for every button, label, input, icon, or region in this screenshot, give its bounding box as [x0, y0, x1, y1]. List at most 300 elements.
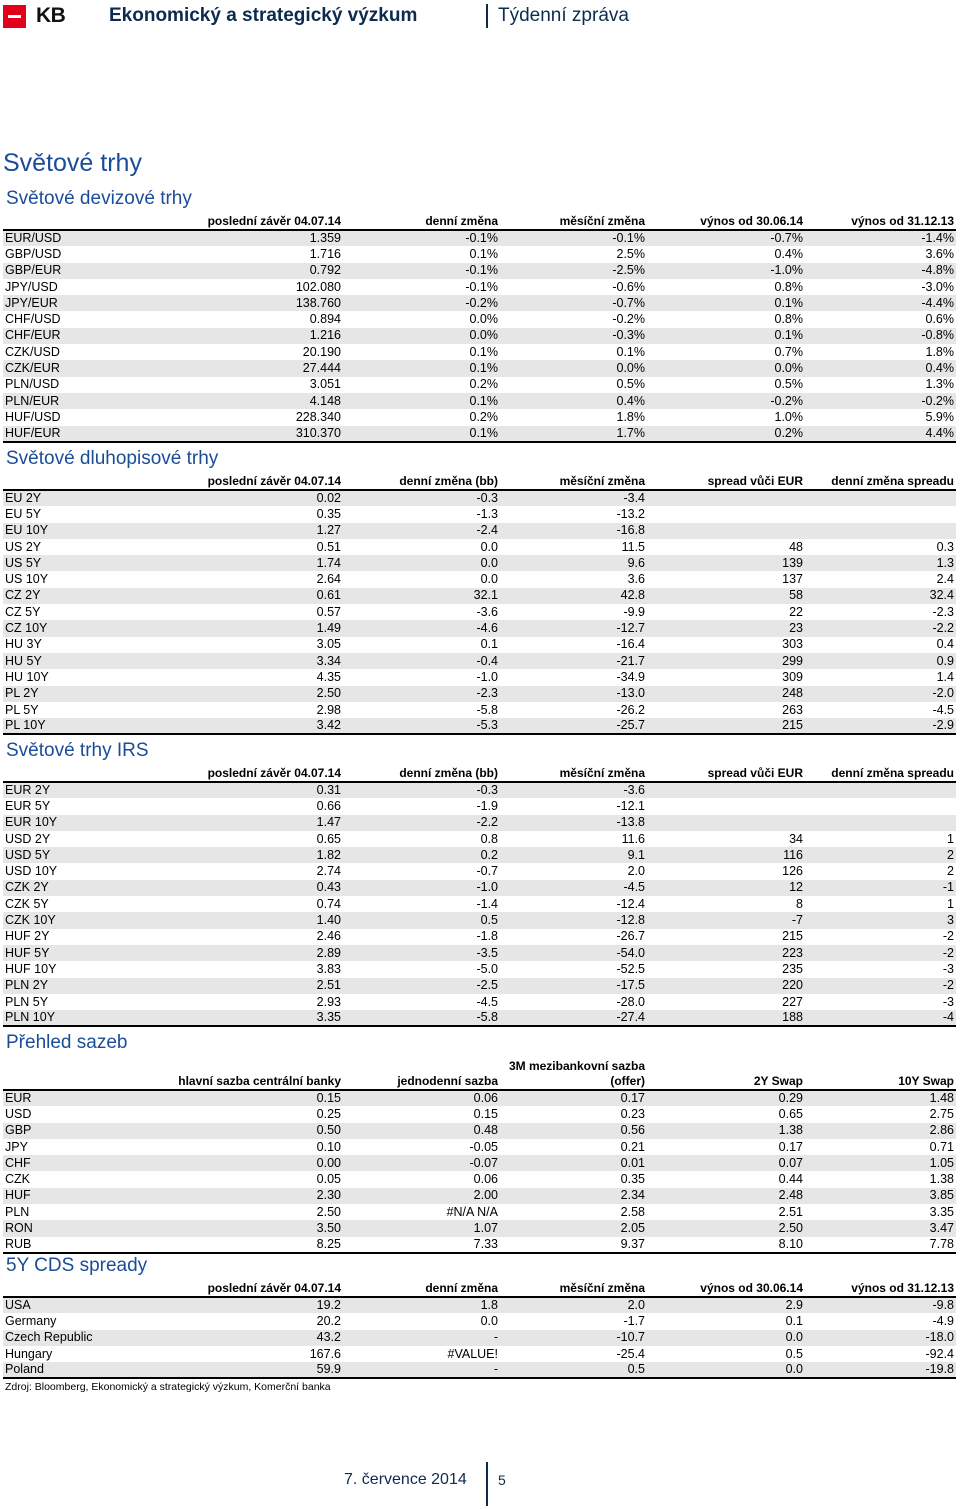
table-cell: 3.42	[153, 718, 343, 734]
table-cell: -3.0%	[805, 279, 956, 295]
row-label: PLN 10Y	[3, 1010, 153, 1026]
table-cell: -3.6	[343, 604, 500, 620]
row-label: CHF/USD	[3, 311, 153, 327]
table-row	[3, 1010, 956, 1026]
row-label: CHF/EUR	[3, 328, 153, 344]
table-cell: 0.35	[153, 506, 343, 522]
row-label: HU 5Y	[3, 653, 153, 669]
table-cell: -3	[805, 961, 956, 977]
table-cell: 0.1%	[647, 328, 805, 344]
table-cell: -13.8	[500, 815, 647, 831]
row-label: CZ 10Y	[3, 620, 153, 636]
row-label: HUF 10Y	[3, 961, 153, 977]
fx-section	[3, 188, 956, 443]
table-cell: 0.2%	[343, 409, 500, 425]
source-note: Zdroj: Bloomberg, Ekonomický a strategický výzkum, Komerční banka	[5, 1381, 331, 1393]
column-header: měsíční změna	[559, 766, 645, 780]
table-cell: 1.8%	[500, 409, 647, 425]
table-cell: 3.50	[153, 1220, 343, 1236]
table-cell: 2	[805, 863, 956, 879]
table-header-row	[3, 1056, 956, 1090]
table-cell: 0.1%	[343, 344, 500, 360]
table-cell: -0.3	[343, 782, 500, 798]
table-cell: 2.86	[805, 1123, 956, 1139]
table-cell: 7.33	[343, 1237, 500, 1253]
table-cell: 0.57	[153, 604, 343, 620]
table-cell: 2.50	[153, 1204, 343, 1220]
table-cell: 2.34	[500, 1188, 647, 1204]
table-cell: 2.50	[153, 686, 343, 702]
table-cell: 1.3	[805, 555, 956, 571]
table-cell: 0.1%	[343, 426, 500, 442]
table-row	[3, 929, 956, 945]
table-cell: -2.0	[805, 686, 956, 702]
row-label: CZ 2Y	[3, 588, 153, 604]
column-header: poslední závěr 04.07.14	[207, 214, 341, 228]
table-cell: 0.0%	[343, 311, 500, 327]
table-cell: 0.01	[500, 1155, 647, 1171]
column-header: výnos od 30.06.14	[700, 1281, 803, 1295]
table-cell: 0.66	[153, 798, 343, 814]
table-cell: 0.5%	[647, 377, 805, 393]
table-cell: 2.74	[153, 863, 343, 879]
table-cell: 2.9	[647, 1297, 805, 1313]
table-cell: 58	[647, 588, 805, 604]
table-cell: 0.2%	[343, 377, 500, 393]
row-label: HU 10Y	[3, 669, 153, 685]
row-label: PL 5Y	[3, 702, 153, 718]
kb-logo	[3, 4, 83, 28]
row-label: JPY	[3, 1139, 153, 1155]
table-cell: 0.23	[500, 1106, 647, 1122]
table-row	[3, 1188, 956, 1204]
table-row	[3, 588, 956, 604]
table-cell: 0.0%	[647, 360, 805, 376]
table-cell: 9.37	[500, 1237, 647, 1253]
table-cell: 2.89	[153, 945, 343, 961]
table-cell: 0.29	[647, 1090, 805, 1106]
row-label: EUR 10Y	[3, 815, 153, 831]
table-row	[3, 311, 956, 327]
table-cell: 248	[647, 686, 805, 702]
table-row	[3, 377, 956, 393]
table-cell: -0.2%	[343, 295, 500, 311]
table-cell: 9.6	[500, 555, 647, 571]
table-cell: -1	[805, 880, 956, 896]
table-row	[3, 246, 956, 262]
row-label: HUF/EUR	[3, 426, 153, 442]
table-cell: 9.1	[500, 847, 647, 863]
table-cell: -4	[805, 1010, 956, 1026]
row-label: PL 2Y	[3, 686, 153, 702]
table-cell: -0.7%	[500, 295, 647, 311]
table-cell: 20.2	[153, 1313, 343, 1329]
table-cell: 1.3%	[805, 377, 956, 393]
table-cell: 0.4%	[500, 393, 647, 409]
row-label: PLN 5Y	[3, 994, 153, 1010]
table-cell: 1.0%	[647, 409, 805, 425]
table-cell: 32.4	[805, 588, 956, 604]
table-cell: 310.370	[153, 426, 343, 442]
table-cell: -0.6%	[500, 279, 647, 295]
table-cell: 12	[647, 880, 805, 896]
table-cell: 0.51	[153, 539, 343, 555]
row-label: JPY/EUR	[3, 295, 153, 311]
row-label: CZK	[3, 1171, 153, 1187]
table-cell: -4.5	[343, 994, 500, 1010]
row-label: USD 2Y	[3, 831, 153, 847]
table-row	[3, 393, 956, 409]
table-row	[3, 539, 956, 555]
table-cell: 0.2	[343, 847, 500, 863]
table-cell	[805, 798, 956, 814]
table-cell: 0.02	[153, 490, 343, 506]
row-label: US 10Y	[3, 571, 153, 587]
header-divider	[486, 4, 488, 28]
row-label: HU 3Y	[3, 637, 153, 653]
table-cell: 0.61	[153, 588, 343, 604]
table-cell: -19.8	[805, 1362, 956, 1378]
row-label: US 2Y	[3, 539, 153, 555]
table-cell: -1.3	[343, 506, 500, 522]
table-row	[3, 637, 956, 653]
table-cell: 8.10	[647, 1237, 805, 1253]
table-cell: 2.30	[153, 1188, 343, 1204]
table-cell: -5.8	[343, 1010, 500, 1026]
table-cell: -2	[805, 978, 956, 994]
cds-table	[3, 1279, 956, 1379]
column-header	[3, 764, 153, 782]
table-cell: -3.6	[500, 782, 647, 798]
table-cell: 2.4	[805, 571, 956, 587]
table-cell: 1.38	[805, 1171, 956, 1187]
table-cell: 2.93	[153, 994, 343, 1010]
table-cell: 0.5	[500, 1362, 647, 1378]
row-label: CHF	[3, 1155, 153, 1171]
table-row	[3, 571, 956, 587]
row-label: CZK 5Y	[3, 896, 153, 912]
table-cell: 1.48	[805, 1090, 956, 1106]
table-cell: 0.4%	[647, 246, 805, 262]
column-header: měsíční změna	[559, 1281, 645, 1295]
table-cell: 0.5	[343, 912, 500, 928]
table-row	[3, 863, 956, 879]
table-cell: -27.4	[500, 1010, 647, 1026]
table-cell: -28.0	[500, 994, 647, 1010]
row-label: USA	[3, 1297, 153, 1313]
table-cell: 0.1%	[343, 393, 500, 409]
table-cell: 2.64	[153, 571, 343, 587]
row-label: RON	[3, 1220, 153, 1236]
table-row	[3, 815, 956, 831]
table-cell: 1.8	[343, 1297, 500, 1313]
table-row	[3, 344, 956, 360]
table-cell: -0.1%	[343, 279, 500, 295]
table-cell: 1.7%	[500, 426, 647, 442]
table-cell: 1.74	[153, 555, 343, 571]
row-label: GBP/EUR	[3, 263, 153, 279]
table-cell: 0.31	[153, 782, 343, 798]
table-cell: 0.43	[153, 880, 343, 896]
table-cell: -2.9	[805, 718, 956, 734]
table-cell: -2.3	[343, 686, 500, 702]
column-header: poslední závěr 04.07.14	[207, 1281, 341, 1295]
table-cell: 2.50	[647, 1220, 805, 1236]
table-cell: 102.080	[153, 279, 343, 295]
table-cell	[647, 523, 805, 539]
table-cell: 1.07	[343, 1220, 500, 1236]
table-cell: 299	[647, 653, 805, 669]
table-row	[3, 1330, 956, 1346]
kb-logo-icon	[3, 5, 26, 28]
table-row	[3, 295, 956, 311]
table-cell: -5.3	[343, 718, 500, 734]
column-header: spread vůči EUR	[707, 766, 803, 780]
table-cell: 0.8%	[647, 311, 805, 327]
table-cell: 139	[647, 555, 805, 571]
table-row	[3, 490, 956, 506]
table-cell: -12.1	[500, 798, 647, 814]
table-cell: 215	[647, 929, 805, 945]
section-title: Světové devizové trhy	[6, 188, 192, 209]
table-cell: 167.6	[153, 1346, 343, 1362]
table-cell: 0.35	[500, 1171, 647, 1187]
table-cell: 1	[805, 831, 956, 847]
header-subtitle: Týdenní zpráva	[498, 5, 629, 26]
row-label: PLN/USD	[3, 377, 153, 393]
table-cell: 0.894	[153, 311, 343, 327]
table-cell: 0.17	[647, 1139, 805, 1155]
table-cell: -4.8%	[805, 263, 956, 279]
table-cell: -2.5	[343, 978, 500, 994]
table-cell: -0.4	[343, 653, 500, 669]
table-row	[3, 409, 956, 425]
table-cell: 3.6	[500, 571, 647, 587]
row-label: HUF 5Y	[3, 945, 153, 961]
table-cell: -25.7	[500, 718, 647, 734]
section-title: 5Y CDS spready	[6, 1255, 148, 1276]
table-cell: 0.792	[153, 263, 343, 279]
table-cell: 0.8%	[647, 279, 805, 295]
table-cell: -3.4	[500, 490, 647, 506]
column-header: 2Y Swap	[753, 1074, 803, 1088]
table-cell: 0.4%	[805, 360, 956, 376]
table-cell: 116	[647, 847, 805, 863]
table-cell: 138.760	[153, 295, 343, 311]
table-cell	[647, 782, 805, 798]
column-header: výnos od 30.06.14	[700, 214, 803, 228]
table-cell: -	[343, 1330, 500, 1346]
table-cell: 3.051	[153, 377, 343, 393]
logo-text: KB	[36, 4, 66, 27]
table-cell: -	[343, 1362, 500, 1378]
table-cell: 227	[647, 994, 805, 1010]
table-cell: 59.9	[153, 1362, 343, 1378]
table-cell: 1.4	[805, 669, 956, 685]
header-title: Ekonomický a strategický výzkum	[109, 5, 418, 26]
column-header: denní změna spreadu	[831, 474, 954, 488]
table-cell: 0.1%	[343, 246, 500, 262]
table-cell: -17.5	[500, 978, 647, 994]
column-header: měsíční změna	[559, 474, 645, 488]
irs-table	[3, 764, 956, 1027]
table-row	[3, 1313, 956, 1329]
table-cell: 0.1%	[647, 295, 805, 311]
table-row	[3, 994, 956, 1010]
row-label: PLN 2Y	[3, 978, 153, 994]
table-row	[3, 1297, 956, 1313]
table-cell: -2.2	[343, 815, 500, 831]
table-cell: 137	[647, 571, 805, 587]
table-cell: 0.65	[153, 831, 343, 847]
table-cell: 0.0	[647, 1330, 805, 1346]
table-cell: -25.4	[500, 1346, 647, 1362]
table-cell: 223	[647, 945, 805, 961]
table-cell: -2.5%	[500, 263, 647, 279]
table-cell: 2.98	[153, 702, 343, 718]
table-row	[3, 360, 956, 376]
column-header: denní změna	[425, 214, 498, 228]
row-label: RUB	[3, 1237, 153, 1253]
table-cell: -9.9	[500, 604, 647, 620]
table-cell: -54.0	[500, 945, 647, 961]
table-cell: -18.0	[805, 1330, 956, 1346]
table-cell: #N/A N/A	[343, 1204, 500, 1220]
table-row	[3, 1106, 956, 1122]
table-cell: 0.0%	[500, 360, 647, 376]
page-title: Světové trhy	[3, 149, 142, 177]
table-cell	[647, 798, 805, 814]
table-row	[3, 831, 956, 847]
row-label: Germany	[3, 1313, 153, 1329]
table-cell: 2.00	[343, 1188, 500, 1204]
table-cell: -13.2	[500, 506, 647, 522]
column-header: denní změna (bb)	[399, 474, 498, 488]
table-cell: #VALUE!	[343, 1346, 500, 1362]
table-cell: -0.2%	[647, 393, 805, 409]
table-cell: 19.2	[153, 1297, 343, 1313]
table-cell: -2.3	[805, 604, 956, 620]
row-label: CZK 10Y	[3, 912, 153, 928]
table-cell: 126	[647, 863, 805, 879]
table-cell: 0.2%	[647, 426, 805, 442]
table-cell: 27.444	[153, 360, 343, 376]
table-cell: 4.4%	[805, 426, 956, 442]
row-label: PL 10Y	[3, 718, 153, 734]
table-cell: -1.7	[500, 1313, 647, 1329]
row-label: USD 5Y	[3, 847, 153, 863]
table-row	[3, 782, 956, 798]
table-row	[3, 1237, 956, 1253]
table-cell: 3	[805, 912, 956, 928]
table-cell: 0.15	[343, 1106, 500, 1122]
table-cell: 0.48	[343, 1123, 500, 1139]
footer-divider	[486, 1462, 488, 1506]
table-cell: 0.25	[153, 1106, 343, 1122]
table-cell: 2.5%	[500, 246, 647, 262]
table-cell: -0.7%	[647, 230, 805, 246]
table-cell: 11.6	[500, 831, 647, 847]
table-row	[3, 230, 956, 246]
table-cell: -21.7	[500, 653, 647, 669]
row-label: GBP/USD	[3, 246, 153, 262]
table-cell: -92.4	[805, 1346, 956, 1362]
table-cell: 3.85	[805, 1188, 956, 1204]
column-header	[3, 1279, 153, 1297]
row-label: HUF	[3, 1188, 153, 1204]
page-header	[0, 0, 960, 32]
row-label: HUF 2Y	[3, 929, 153, 945]
row-label: JPY/USD	[3, 279, 153, 295]
table-row	[3, 1220, 956, 1236]
table-cell: -2.2	[805, 620, 956, 636]
table-cell: 32.1	[343, 588, 500, 604]
table-cell: -12.7	[500, 620, 647, 636]
table-cell: 0.0	[343, 1313, 500, 1329]
column-header: hlavní sazba centrální banky	[178, 1074, 341, 1088]
row-label: USD 10Y	[3, 863, 153, 879]
table-cell: 2.0	[500, 1297, 647, 1313]
table-cell: 1.716	[153, 246, 343, 262]
table-cell: 2.0	[500, 863, 647, 879]
table-cell: -2	[805, 945, 956, 961]
bonds-table	[3, 472, 956, 735]
table-cell: 2.75	[805, 1106, 956, 1122]
table-cell: 0.74	[153, 896, 343, 912]
table-row	[3, 961, 956, 977]
table-cell: 0.15	[153, 1090, 343, 1106]
table-cell: 1.27	[153, 523, 343, 539]
table-row	[3, 523, 956, 539]
row-label: EU 2Y	[3, 490, 153, 506]
row-label: Poland	[3, 1362, 153, 1378]
table-cell: 2.51	[647, 1204, 805, 1220]
table-cell: 0.8	[343, 831, 500, 847]
table-cell: 309	[647, 669, 805, 685]
table-cell: 0.7%	[647, 344, 805, 360]
table-cell: -26.7	[500, 929, 647, 945]
table-cell: 0.0	[343, 571, 500, 587]
table-cell: -0.07	[343, 1155, 500, 1171]
table-cell: 8.25	[153, 1237, 343, 1253]
table-cell: 4.35	[153, 669, 343, 685]
column-header: výnos od 31.12.13	[851, 214, 954, 228]
table-cell: 0.65	[647, 1106, 805, 1122]
table-cell: -1.0	[343, 880, 500, 896]
table-cell: -16.4	[500, 637, 647, 653]
bonds-section	[3, 448, 956, 735]
table-cell: 0.10	[153, 1139, 343, 1155]
table-row	[3, 798, 956, 814]
table-cell: -2	[805, 929, 956, 945]
row-label: CZK/EUR	[3, 360, 153, 376]
section-title: Světové trhy IRS	[6, 740, 149, 761]
table-row	[3, 847, 956, 863]
column-header	[3, 472, 153, 490]
row-label: EUR 5Y	[3, 798, 153, 814]
row-label: EUR	[3, 1090, 153, 1106]
table-cell: -0.1%	[343, 230, 500, 246]
table-header-row	[3, 212, 956, 230]
row-label: PLN/EUR	[3, 393, 153, 409]
table-cell: 3.35	[805, 1204, 956, 1220]
table-row	[3, 718, 956, 734]
table-cell: 2.46	[153, 929, 343, 945]
table-cell: 215	[647, 718, 805, 734]
table-cell: -4.6	[343, 620, 500, 636]
table-cell: 2.58	[500, 1204, 647, 1220]
table-cell	[805, 523, 956, 539]
